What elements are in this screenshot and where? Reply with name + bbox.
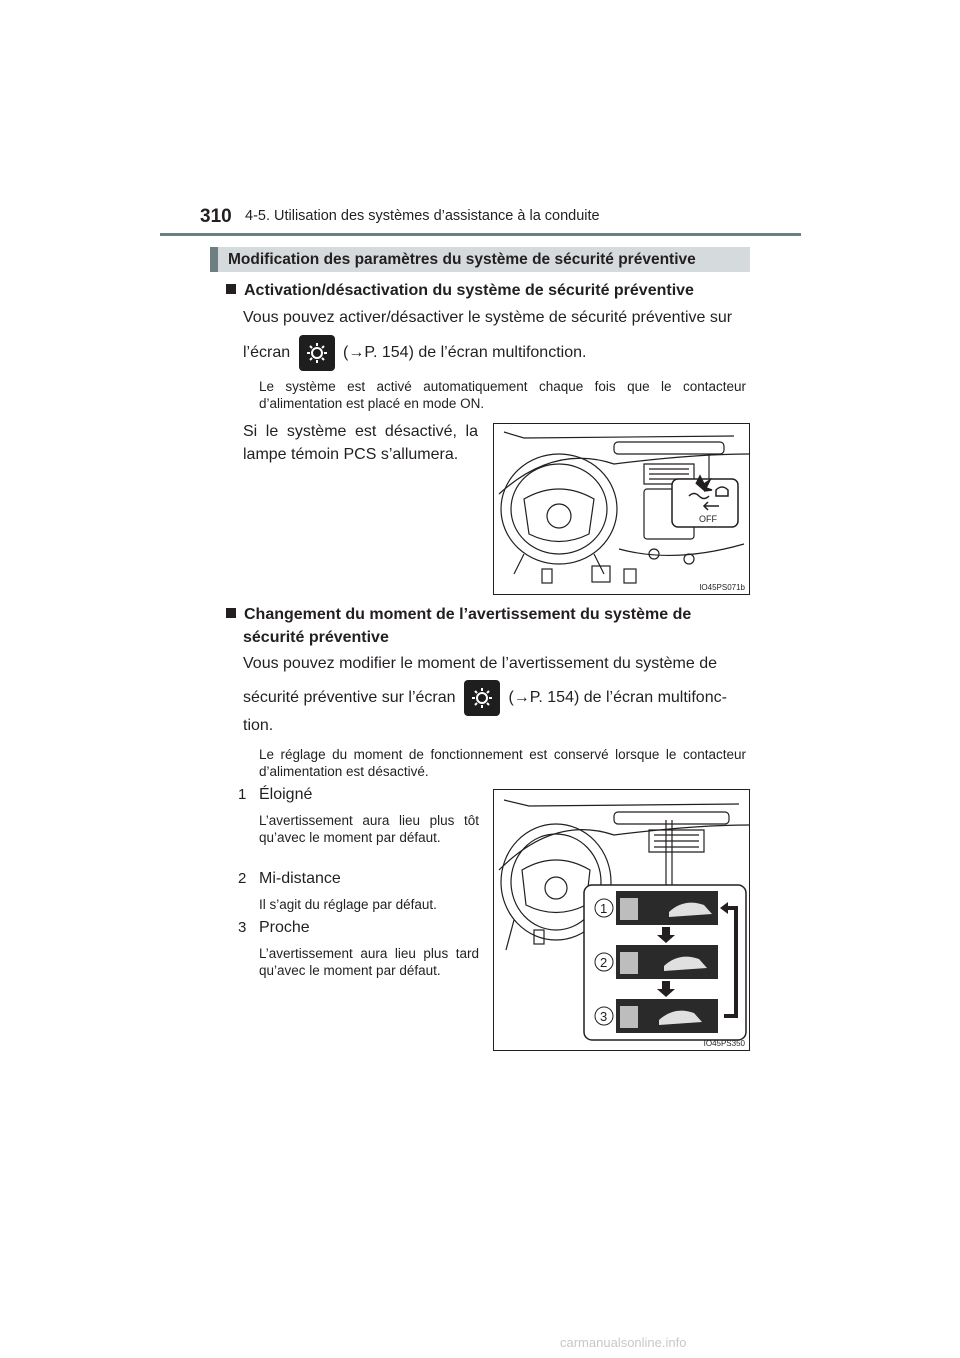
settings-gear-icon — [299, 335, 335, 371]
timing-body-line2: sécurité préventive sur l’écran (→P. 154) de l’écran multifonc- — [243, 678, 750, 718]
timing-item-desc: L’avertissement aura lieu plus tôt qu’avec le moment par défaut. — [259, 813, 479, 845]
activation-body-line1: Vous pouvez activer/désactiver le système de sécurité préventive sur — [243, 309, 733, 326]
activation-note: Le système est activé automatiquement chaque fois que le contacteur d’alimentation est placé en mode ON. — [259, 379, 746, 411]
square-bullet-icon — [226, 608, 236, 618]
timing-item-3 — [238, 919, 480, 979]
activation-body-line2: l’écran (→P. 154) de l’écran multifonction. — [243, 335, 750, 371]
watermark: carmanualsonline.info — [560, 1335, 687, 1350]
page-number: 310 — [200, 206, 232, 227]
section-title: Modification des paramètres du système de sécurité préventive — [210, 247, 750, 272]
figure-number-3: 3 — [600, 1009, 608, 1024]
figure-number-2: 2 — [600, 955, 608, 970]
dashboard-figure-timing — [493, 789, 750, 1051]
dashboard-figure-pcs-off — [493, 423, 750, 595]
timing-body-line3: tion. — [243, 717, 274, 734]
square-bullet-icon — [226, 284, 236, 294]
timing-note: Le réglage du moment de fonctionnement est conservé lorsque le contacteur d’alimentation est désactivé. — [259, 747, 746, 779]
figure-code-2: IO45PS350 — [703, 1039, 745, 1048]
timing-item-title: 2 Mi-distance — [238, 870, 341, 887]
timing-item-title: 3 Proche — [238, 919, 310, 936]
timing-item-title: 1 Éloigné — [238, 786, 313, 803]
timing-item-2 — [238, 870, 480, 914]
settings-gear-icon — [464, 680, 500, 716]
timing-heading-line1: Changement du moment de l’avertissement du système de — [226, 602, 691, 627]
activation-side-text: Si le système est désactivé, la lampe témoin PCS s’allumera. — [243, 423, 478, 463]
timing-item-desc: Il s’agit du réglage par défaut. — [259, 897, 437, 912]
dashboard-illustration — [494, 424, 749, 594]
timing-heading-line2: sécurité préventive — [243, 629, 389, 646]
timing-body-line1: Vous pouvez modifier le moment de l’avertissement du système de — [243, 655, 718, 672]
activation-heading: Activation/désactivation du système de sécurité préventive — [226, 278, 694, 303]
timing-illustration — [494, 790, 749, 1050]
timing-item-1 — [238, 786, 480, 846]
timing-item-desc: L’avertissement aura lieu plus tard qu’avec le moment par défaut. — [259, 946, 479, 978]
figure-code-1: IO45PS071b — [699, 583, 745, 592]
header-rule — [160, 233, 801, 236]
chapter-title: 4-5. Utilisation des systèmes d’assistance à la conduite — [245, 208, 600, 224]
figure-number-1: 1 — [600, 901, 608, 916]
pcs-off-label: OFF — [699, 514, 717, 524]
